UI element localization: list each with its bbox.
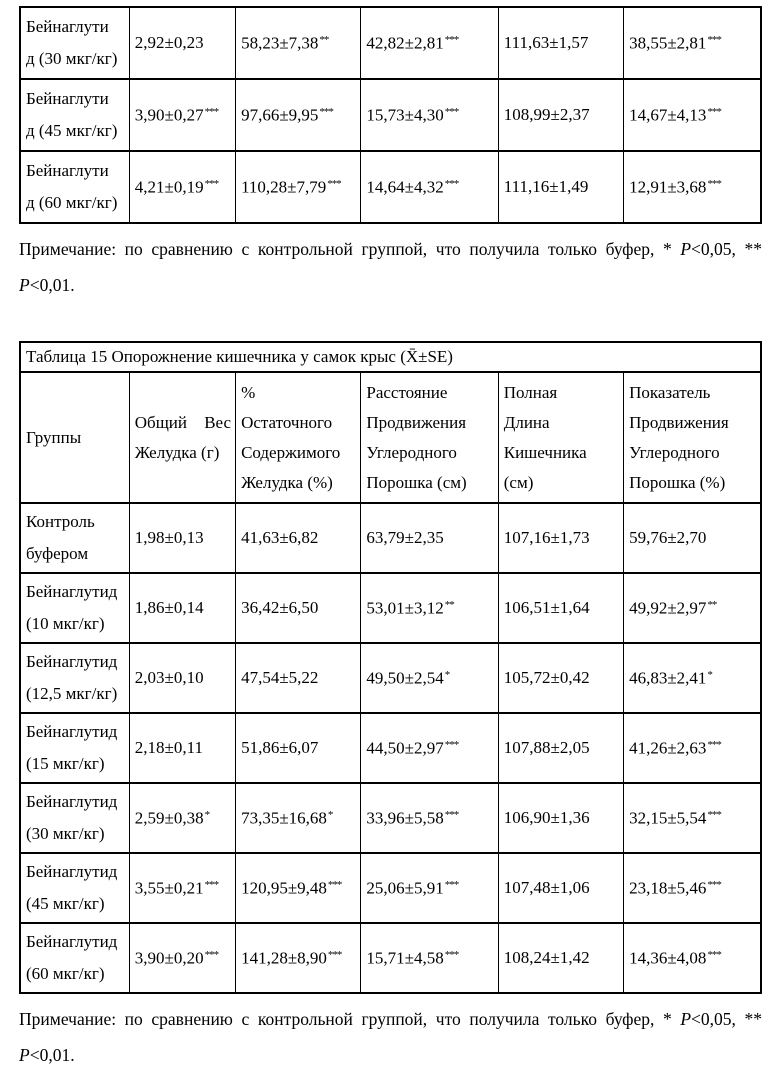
group-cell xyxy=(20,643,129,713)
value-cell xyxy=(624,643,761,713)
significance-stars: ** xyxy=(707,598,717,611)
text-run: <0,05, ** xyxy=(691,239,762,259)
cell-value: 12,91±3,68 xyxy=(629,177,707,197)
value-cell xyxy=(236,503,361,573)
cell-value: 3,90±0,27 xyxy=(134,105,204,125)
value-cell xyxy=(624,853,761,923)
significance-stars: *** xyxy=(204,948,219,961)
cell-value: 25,06±5,91 xyxy=(366,878,444,898)
group-line: Бейнаглути xyxy=(26,89,109,108)
cell-value: 36,42±6,50 xyxy=(241,598,319,617)
cell-value: 105,72±0,42 xyxy=(503,668,590,687)
table-row xyxy=(20,923,761,993)
significance-stars: *** xyxy=(327,878,342,891)
cell-value: 111,63±1,57 xyxy=(503,33,589,52)
cell-value: 15,71±4,58 xyxy=(366,948,444,968)
significance-stars: *** xyxy=(444,878,459,891)
cell-value: 107,48±1,06 xyxy=(503,878,590,897)
value-cell xyxy=(361,573,498,643)
value-cell xyxy=(236,713,361,783)
cell-value: 51,86±6,07 xyxy=(241,738,319,757)
text-run: Примечание: по сравнению с контрольной группой, что получила только буфер, * xyxy=(19,1009,681,1029)
header-cell xyxy=(361,372,498,503)
cell-value: 4,21±0,19 xyxy=(134,177,204,197)
cell-value: 2,03±0,10 xyxy=(134,668,204,687)
table-row xyxy=(20,783,761,853)
group-cell xyxy=(20,7,129,79)
value-cell xyxy=(129,783,235,853)
significance-stars: *** xyxy=(444,105,459,118)
value-cell xyxy=(624,923,761,993)
group-line: д (60 мкг/кг) xyxy=(26,193,118,212)
header-line: Желудка (г) xyxy=(134,442,220,462)
group-cell xyxy=(20,573,129,643)
cell-value: 2,59±0,38 xyxy=(134,808,204,828)
group-cell xyxy=(20,853,129,923)
header-cell xyxy=(129,372,235,503)
value-cell xyxy=(129,503,235,573)
group-line: Бейнаглутид xyxy=(26,862,118,881)
table-row xyxy=(20,713,761,783)
cell-value: 42,82±2,81 xyxy=(366,33,444,53)
value-cell xyxy=(236,853,361,923)
group-line: Бейнаглути xyxy=(26,161,109,180)
top-table-partial xyxy=(19,6,762,224)
cell-value: 120,95±9,48 xyxy=(241,878,327,898)
value-cell xyxy=(624,573,761,643)
value-cell xyxy=(236,79,361,151)
cell-value: 108,24±1,42 xyxy=(503,948,590,967)
cell-value: 32,15±5,54 xyxy=(629,808,707,828)
header-line: Длина xyxy=(503,412,550,432)
value-cell xyxy=(498,783,623,853)
text-run: P xyxy=(19,1045,30,1065)
cell-value: 3,55±0,21 xyxy=(134,878,204,898)
significance-stars: *** xyxy=(327,948,342,961)
cell-value: 41,63±6,82 xyxy=(241,528,319,547)
value-cell xyxy=(129,573,235,643)
cell-value: 107,16±1,73 xyxy=(503,528,590,547)
text-run-group xyxy=(19,275,75,295)
significance-stars: ** xyxy=(444,598,454,611)
cell-value: 49,92±2,97 xyxy=(629,598,707,618)
table-row xyxy=(20,643,761,713)
significance-stars: *** xyxy=(327,177,341,190)
header-line: Расстояние xyxy=(366,382,448,402)
cell-value: 58,23±7,38 xyxy=(241,33,319,53)
header-word: Общий xyxy=(134,412,187,432)
value-cell xyxy=(624,713,761,783)
value-cell xyxy=(498,923,623,993)
table-15-title: Таблица 15 Опорожнение кишечника у самок крыс (X̄±SE) xyxy=(20,342,761,372)
table-row xyxy=(20,503,761,573)
cell-value: 14,36±4,08 xyxy=(629,948,707,968)
cell-value: 2,92±0,23 xyxy=(134,33,204,52)
group-cell xyxy=(20,151,129,223)
table-15-title-row xyxy=(20,342,761,372)
header-line: (см) xyxy=(503,472,534,492)
table-row xyxy=(20,573,761,643)
cell-value: 63,79±2,35 xyxy=(366,528,444,547)
value-cell xyxy=(129,7,235,79)
value-cell xyxy=(236,643,361,713)
header-line: Остаточного xyxy=(241,412,333,432)
cell-value: 53,01±3,12 xyxy=(366,598,444,618)
header-line: Содержимого xyxy=(241,442,341,462)
significance-stars: *** xyxy=(707,177,721,190)
significance-stars: * xyxy=(204,808,210,821)
value-cell xyxy=(129,643,235,713)
group-line: Бейнаглути xyxy=(26,17,109,36)
significance-stars: *** xyxy=(204,878,219,891)
value-cell xyxy=(361,713,498,783)
cell-value: 2,18±0,11 xyxy=(134,738,203,757)
group-cell xyxy=(20,79,129,151)
significance-stars: *** xyxy=(707,33,721,46)
group-line: д (45 мкг/кг) xyxy=(26,121,118,140)
value-cell xyxy=(498,7,623,79)
header-row xyxy=(20,372,761,503)
header-line: Порошка (см) xyxy=(366,472,467,492)
group-line: Бейнаглутид xyxy=(26,582,118,601)
significance-stars: * xyxy=(327,808,333,821)
cell-value: 15,73±4,30 xyxy=(366,105,444,125)
cell-value: 108,99±2,37 xyxy=(503,105,590,124)
cell-value: 73,35±16,68 xyxy=(241,808,327,828)
text-run-group xyxy=(19,1045,75,1065)
value-cell xyxy=(361,643,498,713)
text-run: P xyxy=(19,275,30,295)
value-cell xyxy=(498,151,623,223)
value-cell xyxy=(361,79,498,151)
value-cell xyxy=(624,783,761,853)
significance-stars: *** xyxy=(707,105,721,118)
header-word: Вес xyxy=(204,412,232,432)
group-cell xyxy=(20,783,129,853)
significance-stars: *** xyxy=(319,105,333,118)
header-line xyxy=(135,408,233,438)
text-run: <0,05, ** xyxy=(691,1009,762,1029)
value-cell xyxy=(129,79,235,151)
header-line: Продвижения xyxy=(629,412,729,432)
group-line: (10 мкг/кг) xyxy=(26,614,105,633)
header-cell xyxy=(236,372,361,503)
cell-value: 49,50±2,54 xyxy=(366,668,444,688)
value-cell xyxy=(498,79,623,151)
footnote-2 xyxy=(19,1001,762,1073)
header-line: Продвижения xyxy=(366,412,467,432)
value-cell xyxy=(129,853,235,923)
value-cell xyxy=(236,7,361,79)
cell-value: 3,90±0,20 xyxy=(134,948,204,968)
significance-stars: *** xyxy=(204,177,219,190)
significance-stars: *** xyxy=(707,808,721,821)
significance-stars: *** xyxy=(444,33,459,46)
header-line: Показатель xyxy=(629,382,711,402)
cell-value: 107,88±2,05 xyxy=(503,738,590,757)
text-run: P xyxy=(680,1009,692,1029)
cell-value: 106,90±1,36 xyxy=(503,808,590,827)
significance-stars: *** xyxy=(444,948,459,961)
cell-value: 59,76±2,70 xyxy=(629,528,707,547)
header-line: Углеродного xyxy=(366,442,457,462)
cell-value: 1,86±0,14 xyxy=(134,598,204,617)
value-cell xyxy=(498,643,623,713)
value-cell xyxy=(361,923,498,993)
cell-value: 1,98±0,13 xyxy=(134,528,204,547)
group-line: (30 мкг/кг) xyxy=(26,824,105,843)
group-line: буфером xyxy=(26,544,89,563)
cell-value: 97,66±9,95 xyxy=(241,105,319,125)
text-run: <0,01. xyxy=(29,1045,75,1065)
significance-stars: *** xyxy=(707,738,721,751)
group-line: (60 мкг/кг) xyxy=(26,964,105,983)
value-cell xyxy=(498,713,623,783)
value-cell xyxy=(498,573,623,643)
value-cell xyxy=(361,7,498,79)
group-cell xyxy=(20,923,129,993)
value-cell xyxy=(624,79,761,151)
cell-value: 23,18±5,46 xyxy=(629,878,707,898)
cell-value: 106,51±1,64 xyxy=(503,598,590,617)
group-line: Бейнаглутид xyxy=(26,722,118,741)
value-cell xyxy=(498,503,623,573)
table-15 xyxy=(19,341,762,994)
header-line: Порошка (%) xyxy=(629,472,726,492)
value-cell xyxy=(129,923,235,993)
value-cell xyxy=(624,503,761,573)
text-run: <0,01. xyxy=(29,275,75,295)
header-line: Желудка (%) xyxy=(241,472,333,492)
value-cell xyxy=(129,151,235,223)
header-cell xyxy=(624,372,761,503)
significance-stars: ** xyxy=(319,33,329,46)
cell-value: 110,28±7,79 xyxy=(241,177,327,197)
significance-stars: *** xyxy=(707,878,721,891)
value-cell xyxy=(236,783,361,853)
cell-value: 141,28±8,90 xyxy=(241,948,327,968)
group-line: (15 мкг/кг) xyxy=(26,754,105,773)
group-line: Бейнаглутид xyxy=(26,792,118,811)
group-cell xyxy=(20,713,129,783)
cell-value: 41,26±2,63 xyxy=(629,738,707,758)
value-cell xyxy=(361,503,498,573)
header-line: Кишечника xyxy=(503,442,587,462)
group-line: д (30 мкг/кг) xyxy=(26,49,118,68)
text-run: Примечание: по сравнению с контрольной группой, что получила только буфер, * xyxy=(19,239,681,259)
value-cell xyxy=(498,853,623,923)
value-cell xyxy=(129,713,235,783)
group-line: (12,5 мкг/кг) xyxy=(26,684,118,703)
cell-value: 14,67±4,13 xyxy=(629,105,707,125)
cell-value: 111,16±1,49 xyxy=(503,177,589,196)
value-cell xyxy=(624,151,761,223)
cell-value: 46,83±2,41 xyxy=(629,668,707,688)
significance-stars: *** xyxy=(444,808,459,821)
header-line: % xyxy=(241,382,256,402)
group-cell xyxy=(20,503,129,573)
value-cell xyxy=(236,573,361,643)
significance-stars: *** xyxy=(444,177,459,190)
group-line: Контроль xyxy=(26,512,95,531)
header-line: Углеродного xyxy=(629,442,720,462)
value-cell xyxy=(624,7,761,79)
cell-value: 47,54±5,22 xyxy=(241,668,319,687)
group-line: Бейнаглутид xyxy=(26,652,118,671)
value-cell xyxy=(236,923,361,993)
value-cell xyxy=(361,783,498,853)
cell-value: 44,50±2,97 xyxy=(366,738,444,758)
cell-value: 14,64±4,32 xyxy=(366,177,444,197)
header-cell xyxy=(498,372,623,503)
header-line: Полная xyxy=(503,382,558,402)
significance-stars: * xyxy=(707,668,712,681)
table-row xyxy=(20,151,761,223)
significance-stars: *** xyxy=(204,105,219,118)
value-cell xyxy=(361,853,498,923)
table-row xyxy=(20,7,761,79)
header-cell xyxy=(20,372,129,503)
cell-value: 33,96±5,58 xyxy=(366,808,444,828)
significance-stars: *** xyxy=(444,738,459,751)
group-line: (45 мкг/кг) xyxy=(26,894,105,913)
value-cell xyxy=(236,151,361,223)
footnote-1 xyxy=(19,231,762,303)
table-row xyxy=(20,853,761,923)
header-line: Группы xyxy=(26,427,82,447)
value-cell xyxy=(361,151,498,223)
table-row xyxy=(20,79,761,151)
cell-value: 38,55±2,81 xyxy=(629,33,707,53)
text-run: P xyxy=(680,239,692,259)
significance-stars: *** xyxy=(707,948,721,961)
group-line: Бейнаглутид xyxy=(26,932,118,951)
significance-stars: * xyxy=(444,668,450,681)
